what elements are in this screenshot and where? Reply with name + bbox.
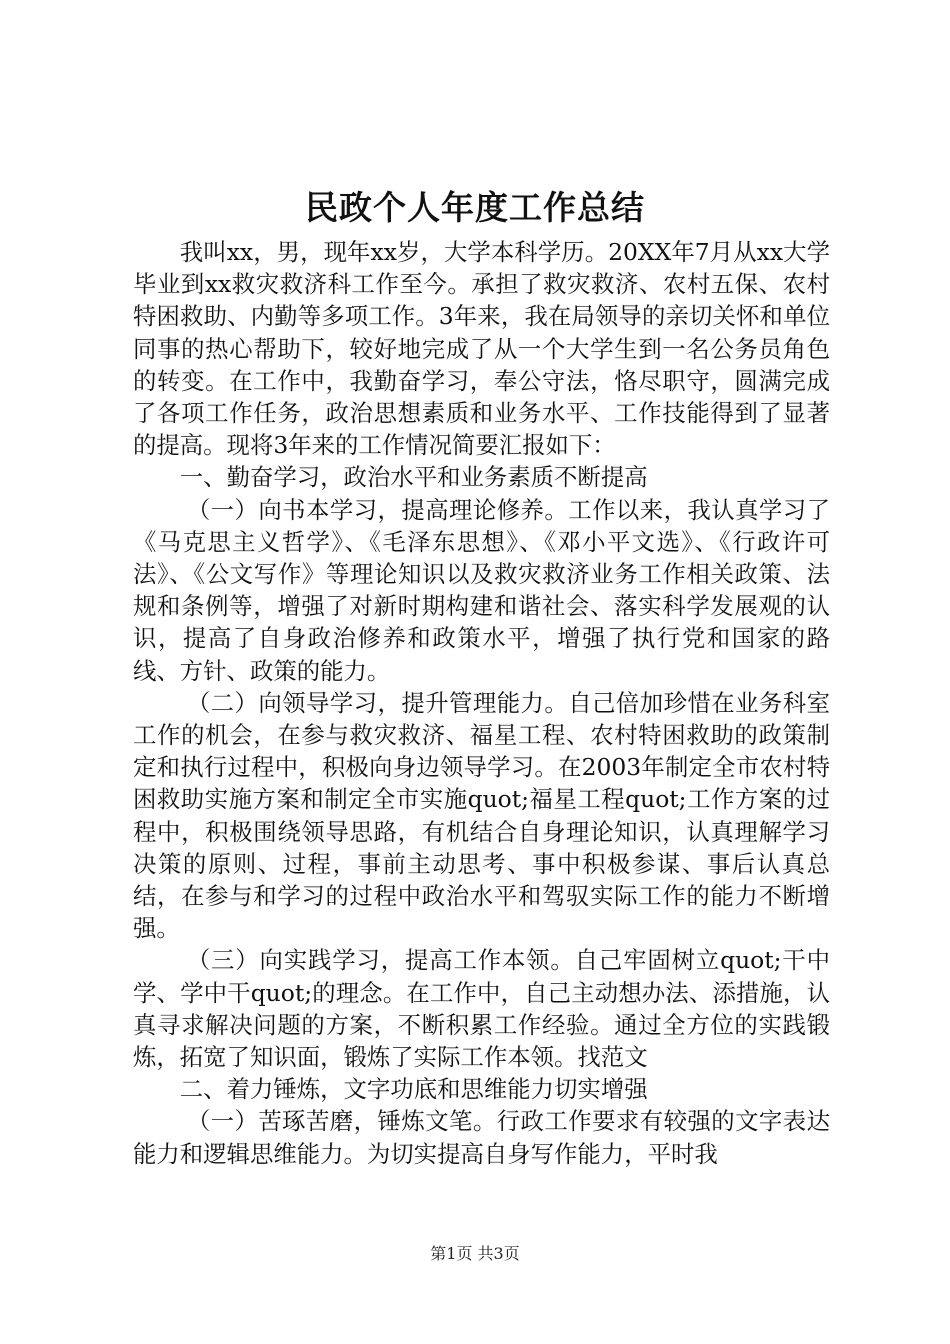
intro-paragraph: 我叫xx，男，现年xx岁，大学本科学历。20XX年7月从xx大学毕业到xx救灾救济科工作至今。承担了救灾救济、农村五保、农村特困救助、内勤等多项工作。3年来，我在局领导的亲切关怀和单位同事的热心帮助下，较好地完成了从一个大学生到一名公务员角色的转变。在工作中，我勤奋学习，奉公守法，恪尽职守，圆满完成了各项工作任务，政治思想素质和业务水平、工作技能得到了显著的提高。现将3年来的工作情况简要汇报如下：	[133, 238, 830, 460]
page-number-footer: 第1页 共3页	[430, 1244, 520, 1263]
section-heading-1: 一、勤奋学习，政治水平和业务素质不断提高	[179, 463, 648, 492]
subsection-paragraph-1-3: （三）向实践学习，提高工作本领。自己牢固树立quot;干中学、学中干quot;的理念。在工作中，自己主动想办法、添措施，认真寻求解决问题的方案，不断积累工作经验。通过全方位的实践锻炼，拓宽了知识面，锻炼了实际工作本领。找范文	[133, 946, 830, 1072]
document-body	[133, 236, 830, 1170]
subsection-paragraph-1-1: （一）向书本学习，提高理论修养。工作以来，我认真学习了《马克思主义哲学》、《毛泽东思想》、《邓小平文选》、《行政许可法》、《公文写作》等理论知识以及救灾救济业务工作相关政策、法规和条例等，增强了对新时期构建和谐社会、落实科学发展观的认识，提高了自身政治修养和政策水平，增强了执行党和国家的路线、方针、政策的能力。	[133, 495, 830, 685]
document-title: 民政个人年度工作总结	[305, 188, 645, 227]
subsection-paragraph-1-2: （二）向领导学习，提升管理能力。自己倍加珍惜在业务科室工作的机会，在参与救灾救济、福星工程、农村特困救助的政策制定和执行过程中，积极向身边领导学习。在2003年制定全市农村特困救助实施方案和制定全市实施quot;福星工程quot;工作方案的过程中，积极围绕领导思路，有机结合自身理论知识，认真理解学习决策的原则、过程，事前主动思考、事中积极参谋、事后认真总结，在参与和学习的过程中政治水平和驾驭实际工作的能力不断增强。	[133, 688, 830, 943]
subsection-paragraph-2-1: （一）苦琢苦磨，锤炼文笔。行政工作要求有较强的文字表达能力和逻辑思维能力。为切实提高自身写作能力，平时我	[133, 1107, 830, 1168]
section-heading-2: 二、着力锤炼，文字功底和思维能力切实增强	[179, 1075, 648, 1104]
